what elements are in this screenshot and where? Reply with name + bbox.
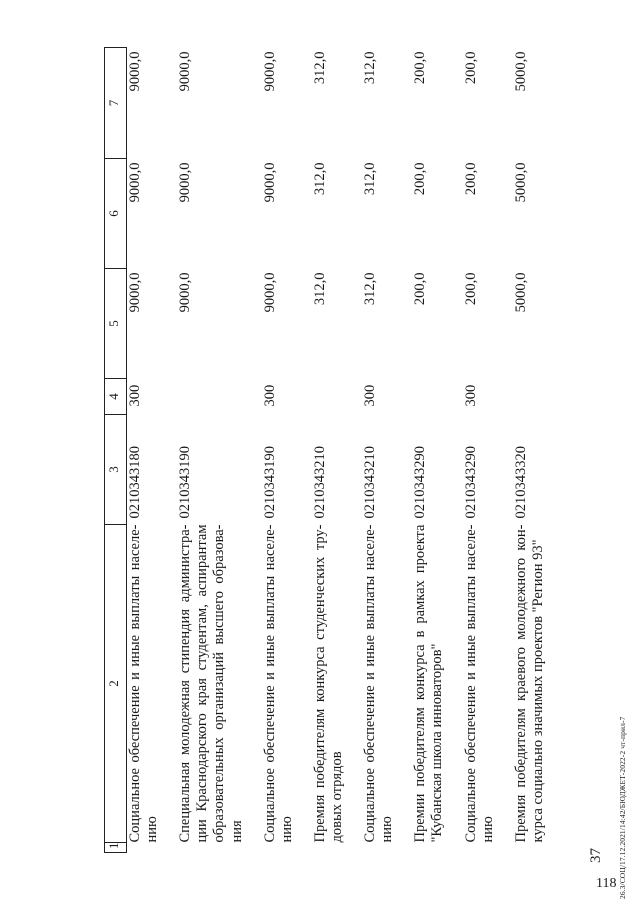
row-value-2022: 312,0 bbox=[362, 272, 379, 306]
row-code: 0210343180 bbox=[127, 446, 143, 519]
row-name: Премии победителям конкурса в рамках проекта "Кубанская школа инноваторов" bbox=[412, 524, 446, 843]
col-header-6: 6 bbox=[105, 159, 127, 269]
footer-code: 26.3/СОЦ/17.12.2021/14:42/БЮДЖЕТ-2022-2 чт-прил-7 bbox=[618, 716, 627, 899]
row-value-2024: 9000,0 bbox=[177, 51, 194, 92]
row-code: 0210343190 bbox=[261, 446, 278, 519]
col-header-2: 2 bbox=[105, 525, 127, 843]
row-name: Социальное обеспечение и иные выплаты населе-нию bbox=[462, 524, 496, 843]
row-value-2024: 200,0 bbox=[462, 51, 479, 85]
row-value-2024: 9000,0 bbox=[261, 51, 278, 92]
page-number: 37 bbox=[588, 848, 604, 863]
row-expense-type bbox=[175, 379, 259, 415]
row-value-2023: 200,0 bbox=[412, 162, 429, 196]
row-name: Социальное обеспечение и иные выплаты населе-нию bbox=[362, 524, 396, 843]
row-value-2022: 200,0 bbox=[462, 272, 479, 306]
row-code: 0210343210 bbox=[311, 446, 328, 519]
table-header-row bbox=[105, 48, 127, 853]
row-value-2023: 200,0 bbox=[462, 162, 479, 196]
row-name: Премия победителям краевого молодежного кон-курса социально значимых проектов "Регион 93" bbox=[512, 524, 546, 843]
row-name: Социальное обеспечение и иные выплаты населе-нию bbox=[127, 524, 161, 843]
table-row bbox=[410, 48, 460, 853]
row-value-2023: 9000,0 bbox=[261, 162, 278, 203]
budget-table bbox=[104, 47, 561, 853]
row-expense-type: 300 bbox=[261, 384, 278, 407]
row-value-2023: 9000,0 bbox=[177, 162, 194, 203]
row-code: 0210343290 bbox=[462, 446, 479, 519]
row-value-2022: 312,0 bbox=[311, 272, 328, 306]
row-code: 0210343210 bbox=[362, 446, 379, 519]
row-name: Специальная молодежная стипендия администра-ции Краснодарского края студентам, аспирантам образовательных организаций высшего образова-ния bbox=[177, 524, 245, 843]
row-expense-type: 300 bbox=[127, 384, 143, 407]
row-value-2024: 9000,0 bbox=[127, 51, 143, 92]
row-value-2023: 5000,0 bbox=[512, 162, 529, 203]
row-value-2022: 5000,0 bbox=[512, 272, 529, 313]
table-row bbox=[360, 48, 410, 853]
row-value-2023: 312,0 bbox=[311, 162, 328, 196]
row-expense-type bbox=[310, 379, 360, 415]
row-value-2022: 200,0 bbox=[412, 272, 429, 306]
row-value-2022: 9000,0 bbox=[127, 272, 143, 313]
row-value-2024: 312,0 bbox=[362, 51, 379, 85]
table-row bbox=[310, 48, 360, 853]
col-header-3: 3 bbox=[105, 415, 127, 525]
row-code: 0210343290 bbox=[412, 446, 429, 519]
scan-sheet-number: 118 bbox=[596, 876, 617, 891]
col-header-5: 5 bbox=[105, 269, 127, 379]
row-name: Социальное обеспечение и иные выплаты населе-нию bbox=[261, 524, 295, 843]
row-value-2023: 312,0 bbox=[362, 162, 379, 196]
table-row bbox=[511, 48, 561, 853]
row-code: 0210343190 bbox=[177, 446, 194, 519]
row-value-2024: 200,0 bbox=[412, 51, 429, 85]
row-expense-type: 300 bbox=[462, 384, 479, 407]
col-header-7: 7 bbox=[105, 48, 127, 159]
row-value-2024: 312,0 bbox=[311, 51, 328, 85]
row-value-2022: 9000,0 bbox=[261, 272, 278, 313]
col-header-1: 1 bbox=[105, 843, 127, 853]
row-expense-type: 300 bbox=[362, 384, 379, 407]
table-row bbox=[260, 48, 310, 853]
table-row bbox=[175, 48, 259, 853]
table-row bbox=[127, 48, 176, 853]
row-value-2023: 9000,0 bbox=[127, 162, 143, 203]
row-value-2022: 9000,0 bbox=[177, 272, 194, 313]
row-code: 0210343320 bbox=[512, 446, 529, 519]
table-row bbox=[461, 48, 511, 853]
col-header-4: 4 bbox=[105, 379, 127, 415]
row-expense-type bbox=[410, 379, 460, 415]
row-value-2024: 5000,0 bbox=[512, 51, 529, 92]
row-expense-type bbox=[511, 379, 561, 415]
row-name: Премия победителям конкурса студенческих тру-довых отрядов bbox=[311, 524, 345, 843]
